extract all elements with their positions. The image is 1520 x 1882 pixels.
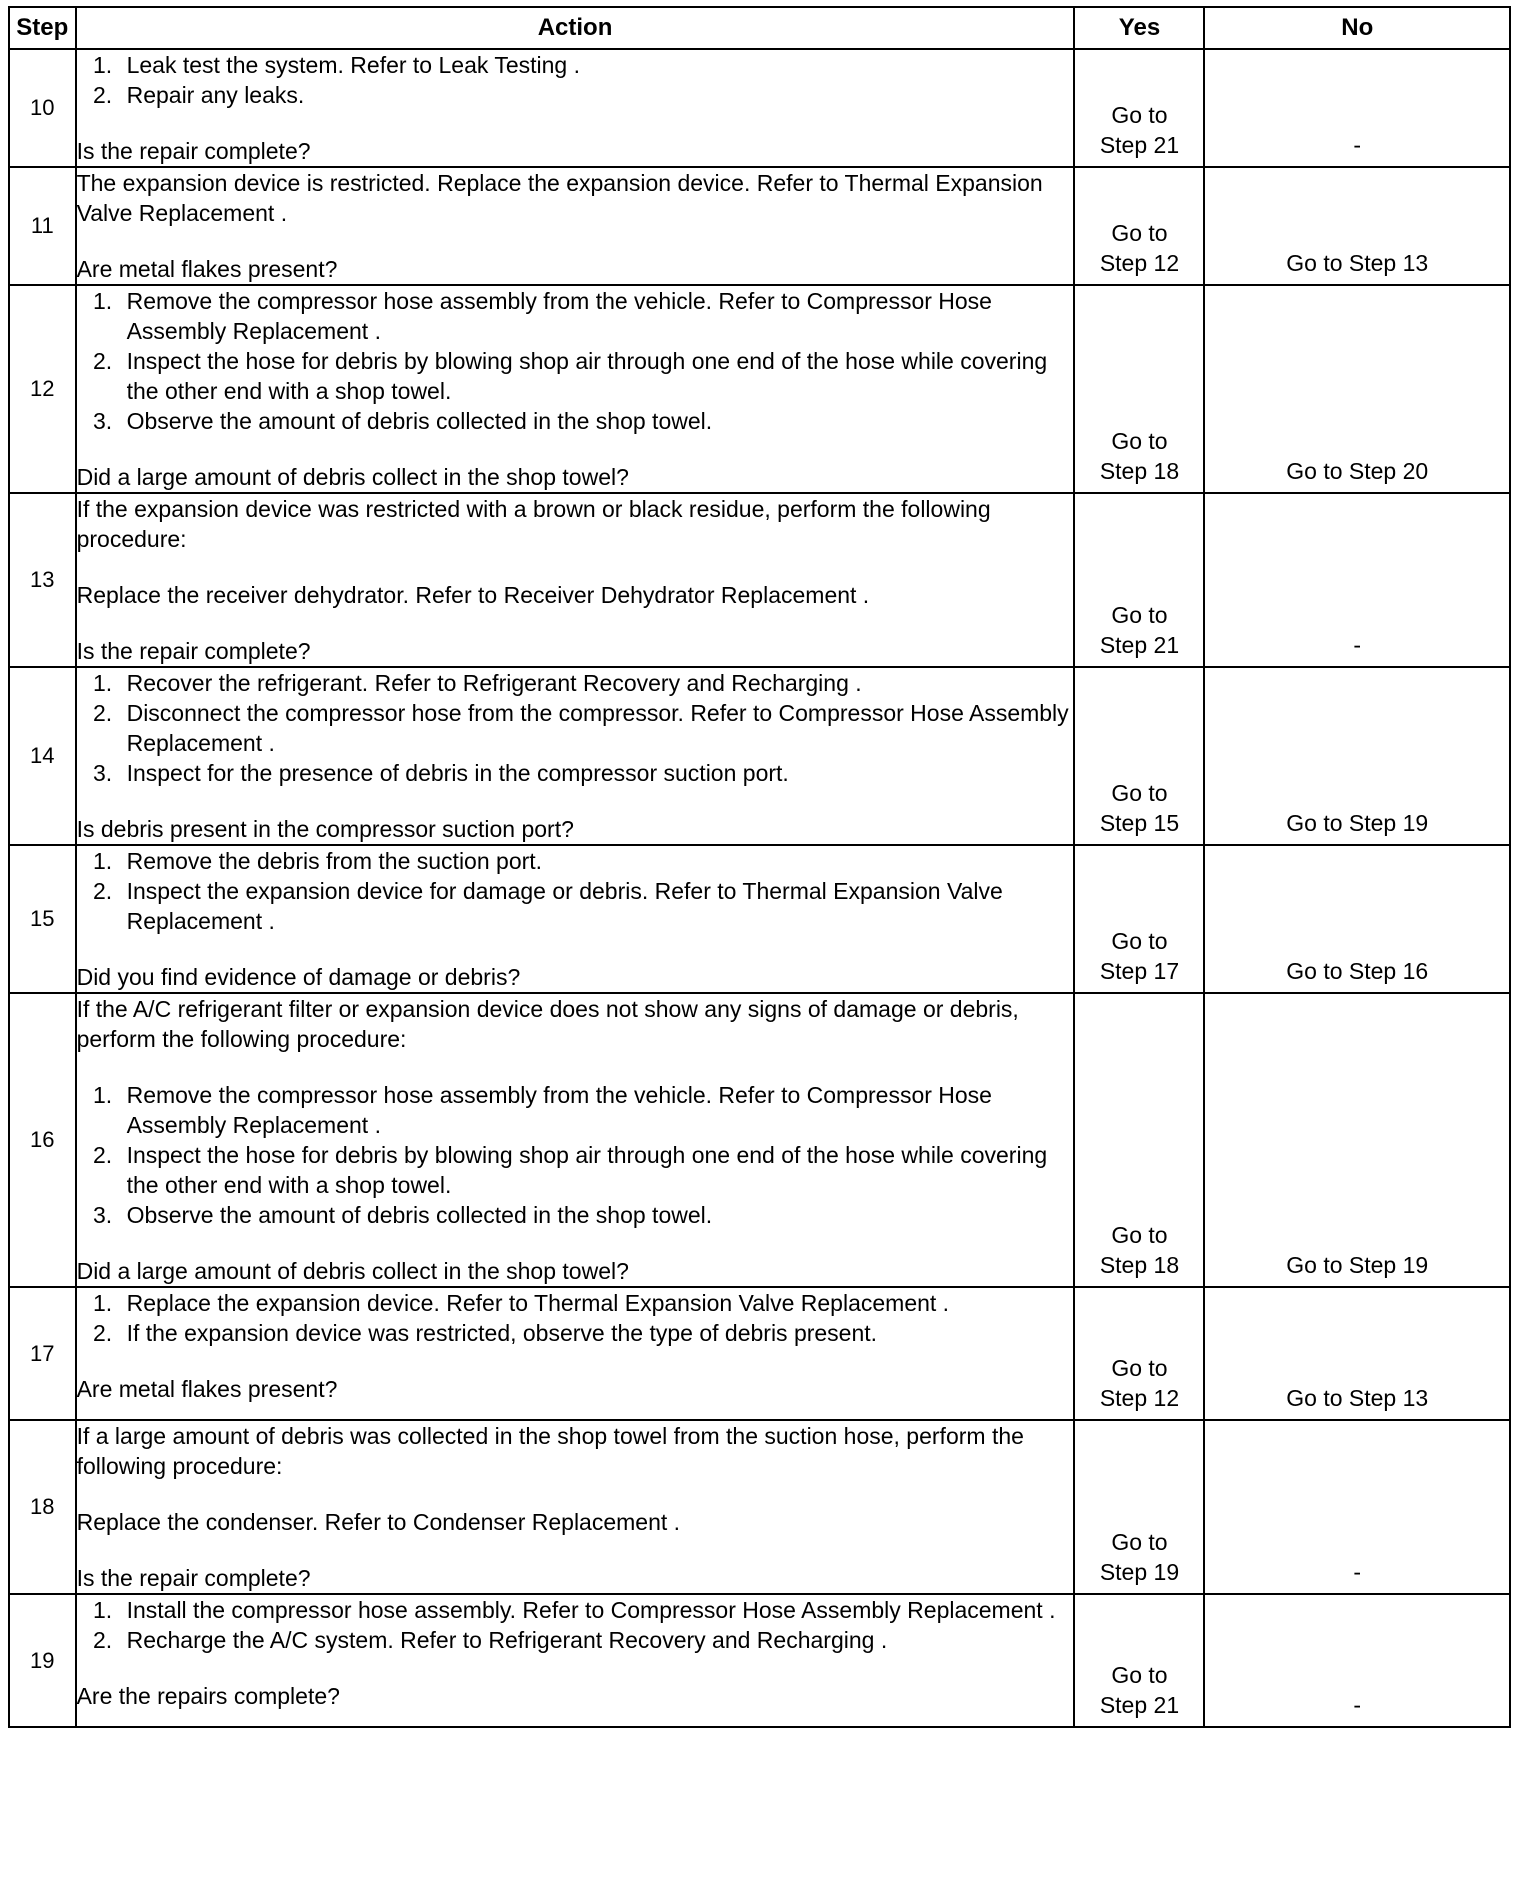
spacer — [77, 228, 1074, 254]
no-result: - — [1353, 1692, 1362, 1718]
table-row — [9, 993, 1510, 1287]
step-number: 19 — [30, 1647, 55, 1673]
step-cell — [9, 1287, 76, 1420]
table-row — [9, 285, 1510, 493]
diagnostic-table-wrapper — [8, 6, 1511, 1728]
action-question: Is the repair complete? — [76, 138, 311, 164]
table-row — [9, 1420, 1510, 1594]
yes-cell — [1074, 845, 1204, 993]
action-question: Is debris present in the compressor suction port? — [76, 816, 574, 842]
action-cell — [76, 285, 1075, 493]
action-list-item: 2. If the expansion device was restricted, observe the type of debris present. — [119, 1318, 1074, 1348]
yes-result: Go to Step 21 — [1099, 102, 1180, 158]
spacer — [77, 936, 1074, 962]
action-cell — [76, 493, 1075, 667]
action-list-item: 3. Observe the amount of debris collected in the shop towel. — [119, 406, 1074, 436]
yes-cell — [1074, 667, 1204, 845]
yes-cell — [1074, 493, 1204, 667]
action-paragraph: The expansion device is restricted. Replace the expansion device. Refer to Thermal Expansion Valve Replacement . — [76, 170, 1043, 226]
header-row — [9, 7, 1510, 49]
yes-result: Go to Step 21 — [1099, 1662, 1180, 1718]
header-action: Action — [76, 7, 1075, 49]
table-row — [9, 1594, 1510, 1727]
spacer — [77, 788, 1074, 814]
no-result: Go to Step 19 — [1286, 1252, 1429, 1278]
action-question: Did a large amount of debris collect in the shop towel? — [76, 1258, 629, 1284]
step-number: 12 — [30, 376, 55, 401]
action-cell — [76, 49, 1075, 167]
yes-result: Go to Step 18 — [1099, 1222, 1180, 1278]
action-list — [77, 286, 1074, 436]
no-cell — [1204, 993, 1510, 1287]
step-number: 11 — [30, 213, 54, 238]
table-row — [9, 493, 1510, 667]
spacer — [77, 1481, 1074, 1507]
diagnostic-table — [8, 6, 1511, 1728]
spacer — [77, 1655, 1074, 1681]
spacer — [77, 1537, 1074, 1563]
spacer — [77, 554, 1074, 580]
action-question: Did a large amount of debris collect in the shop towel? — [76, 464, 629, 490]
no-result: - — [1353, 1559, 1362, 1585]
step-cell — [9, 49, 76, 167]
action-list-item: 1. Remove the compressor hose assembly from the vehicle. Refer to Compressor Hose Assembly Replacement . — [119, 286, 1074, 346]
spacer — [77, 1230, 1074, 1256]
no-cell — [1204, 167, 1510, 285]
no-result: - — [1353, 132, 1362, 158]
action-list-item: 1. Recover the refrigerant. Refer to Refrigerant Recovery and Recharging . — [119, 668, 1074, 698]
step-cell — [9, 285, 76, 493]
no-cell — [1204, 667, 1510, 845]
step-cell — [9, 1420, 76, 1594]
action-question: Are metal flakes present? — [76, 256, 338, 282]
action-cell — [76, 1420, 1075, 1594]
action-cell — [76, 1287, 1075, 1420]
action-list-item: 1. Replace the expansion device. Refer to Thermal Expansion Valve Replacement . — [119, 1288, 1074, 1318]
action-cell — [76, 667, 1075, 845]
no-result: Go to Step 13 — [1286, 1385, 1429, 1411]
no-result: Go to Step 19 — [1286, 810, 1429, 836]
action-list-item: 2. Inspect the expansion device for damage or debris. Refer to Thermal Expansion Valve Replacement . — [119, 876, 1074, 936]
spacer — [77, 610, 1074, 636]
action-list-item: 2. Recharge the A/C system. Refer to Refrigerant Recovery and Recharging . — [119, 1625, 1074, 1655]
step-number: 18 — [30, 1494, 55, 1519]
action-list — [77, 1288, 1074, 1348]
no-result: Go to Step 20 — [1286, 458, 1429, 484]
action-list-item: 2. Inspect the hose for debris by blowing shop air through one end of the hose while covering the other end with a shop towel. — [119, 346, 1074, 406]
yes-result: Go to Step 12 — [1099, 220, 1180, 276]
step-number: 15 — [30, 906, 55, 931]
yes-result: Go to Step 19 — [1099, 1529, 1180, 1585]
table-row — [9, 1287, 1510, 1420]
step-cell — [9, 493, 76, 667]
table-row — [9, 845, 1510, 993]
action-paragraph: Replace the condenser. Refer to Condenser Replacement . — [76, 1509, 681, 1535]
table-row — [9, 49, 1510, 167]
action-list-item: 2. Inspect the hose for debris by blowing shop air through one end of the hose while covering the other end with a shop towel. — [119, 1140, 1074, 1200]
action-paragraph: If the expansion device was restricted with a brown or black residue, perform the following procedure: — [76, 496, 991, 552]
action-list-item: 3. Observe the amount of debris collected in the shop towel. — [119, 1200, 1074, 1230]
step-number: 14 — [30, 743, 55, 768]
no-result: Go to Step 16 — [1286, 958, 1429, 984]
table-row — [9, 667, 1510, 845]
spacer — [77, 436, 1074, 462]
action-paragraph: If the A/C refrigerant filter or expansion device does not show any signs of damage or debris, perform the following procedure: — [76, 996, 1019, 1052]
no-result: - — [1353, 632, 1362, 658]
yes-cell — [1074, 1594, 1204, 1727]
yes-cell — [1074, 1420, 1204, 1594]
action-paragraph: Replace the receiver dehydrator. Refer to Receiver Dehydrator Replacement . — [76, 582, 870, 608]
action-list-item: 2. Disconnect the compressor hose from the compressor. Refer to Compressor Hose Assembly Replacement . — [119, 698, 1074, 758]
action-paragraph: If a large amount of debris was collected in the shop towel from the suction hose, perform the following procedure: — [76, 1423, 1024, 1479]
action-list — [77, 50, 1074, 110]
action-question: Is the repair complete? — [76, 638, 311, 664]
step-number: 10 — [30, 95, 55, 120]
table-row — [9, 167, 1510, 285]
step-cell — [9, 993, 76, 1287]
no-cell — [1204, 1594, 1510, 1727]
action-list-item: 1. Remove the compressor hose assembly from the vehicle. Refer to Compressor Hose Assembly Replacement . — [119, 1080, 1074, 1140]
action-list — [77, 846, 1074, 936]
yes-result: Go to Step 17 — [1099, 928, 1180, 984]
action-question: Are the repairs complete? — [76, 1683, 340, 1709]
no-cell — [1204, 49, 1510, 167]
yes-cell — [1074, 49, 1204, 167]
step-cell — [9, 1594, 76, 1727]
no-result: Go to Step 13 — [1286, 250, 1429, 276]
no-cell — [1204, 1420, 1510, 1594]
action-cell — [76, 167, 1075, 285]
step-cell — [9, 667, 76, 845]
yes-result: Go to Step 21 — [1099, 602, 1180, 658]
action-list — [77, 668, 1074, 788]
step-number: 17 — [30, 1340, 55, 1366]
no-cell — [1204, 285, 1510, 493]
table-body — [9, 49, 1510, 1727]
action-cell — [76, 1594, 1075, 1727]
action-list — [77, 1080, 1074, 1230]
yes-result: Go to Step 18 — [1099, 428, 1180, 484]
step-number: 13 — [30, 567, 55, 592]
header-no: No — [1204, 7, 1510, 49]
header-step: Step — [9, 7, 76, 49]
step-cell — [9, 167, 76, 285]
yes-cell — [1074, 1287, 1204, 1420]
spacer — [77, 110, 1074, 136]
yes-cell — [1074, 285, 1204, 493]
action-list — [77, 1595, 1074, 1655]
yes-result: Go to Step 12 — [1099, 1355, 1180, 1411]
yes-cell — [1074, 167, 1204, 285]
action-list-item: 1. Remove the debris from the suction port. — [119, 846, 1074, 876]
action-question: Did you find evidence of damage or debris? — [76, 964, 521, 990]
yes-result: Go to Step 15 — [1099, 780, 1180, 836]
action-cell — [76, 993, 1075, 1287]
action-question: Are metal flakes present? — [76, 1376, 338, 1402]
header-yes: Yes — [1074, 7, 1204, 49]
action-list-item: 1. Leak test the system. Refer to Leak Testing . — [119, 50, 1074, 80]
action-cell — [76, 845, 1075, 993]
no-cell — [1204, 493, 1510, 667]
no-cell — [1204, 845, 1510, 993]
action-list-item: 3. Inspect for the presence of debris in the compressor suction port. — [119, 758, 1074, 788]
spacer — [77, 1348, 1074, 1374]
no-cell — [1204, 1287, 1510, 1420]
spacer — [77, 1054, 1074, 1080]
yes-cell — [1074, 993, 1204, 1287]
action-list-item: 1. Install the compressor hose assembly. Refer to Compressor Hose Assembly Replacement . — [119, 1595, 1074, 1625]
action-question: Is the repair complete? — [76, 1565, 311, 1591]
step-cell — [9, 845, 76, 993]
step-number: 16 — [30, 1127, 55, 1152]
action-list-item: 2. Repair any leaks. — [119, 80, 1074, 110]
